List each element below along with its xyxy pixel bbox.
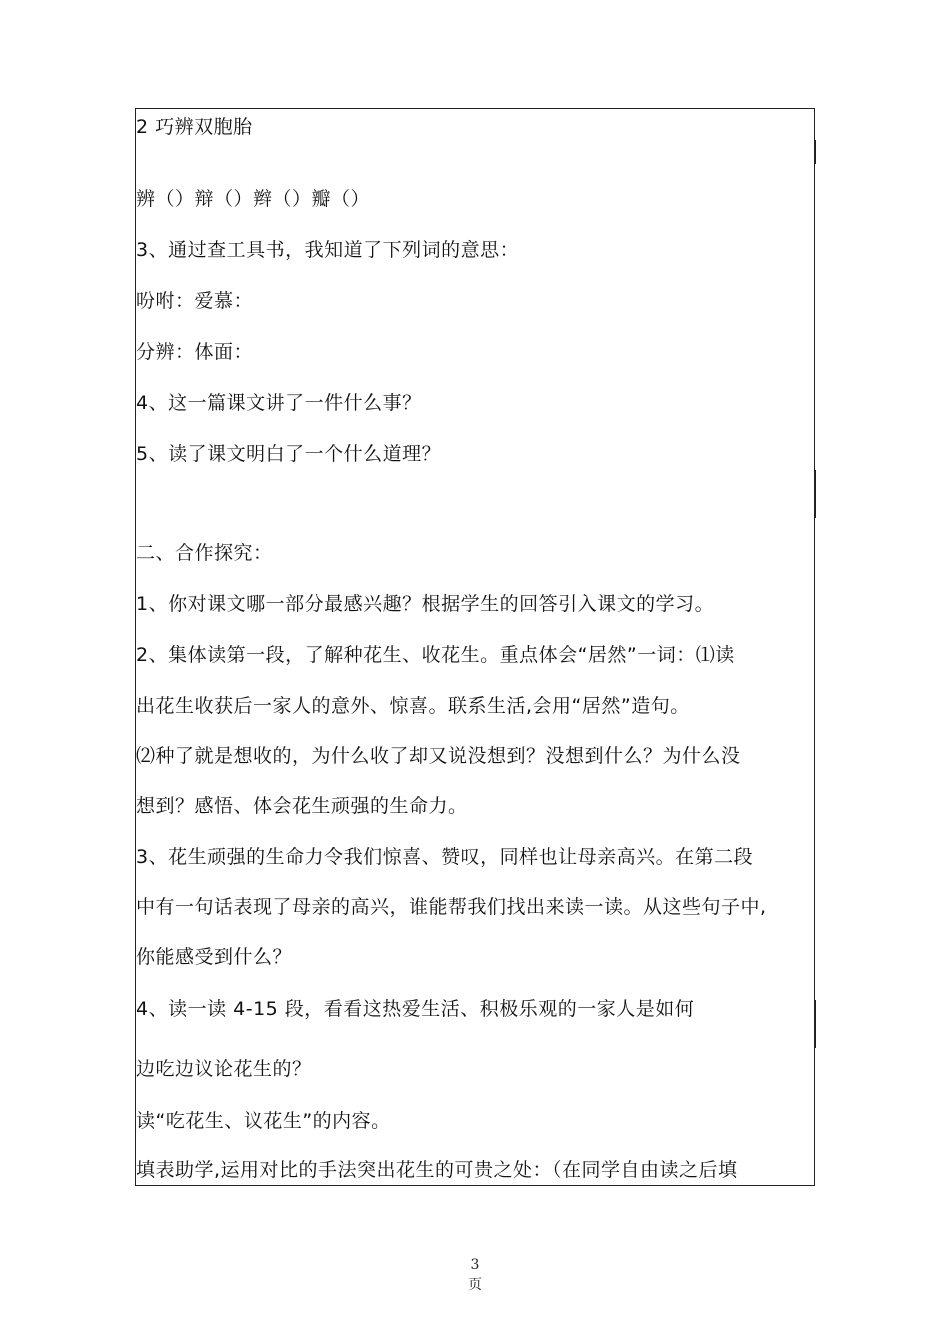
text-line: 你能感受到什么？ [136, 946, 293, 968]
text-line: 读“吃花生、议花生”的内容。 [136, 1110, 391, 1132]
text-line: ⑵种了就是想收的，为什么收了却又说没想到？没想到什么？为什么没 [136, 745, 741, 767]
text-line: 5、读了课文明白了一个什么道理？ [136, 443, 442, 465]
section-heading: 二、合作探究： [136, 542, 273, 564]
table-border-mark [814, 1000, 816, 1048]
text-line: 4、读一读 4-15 段，看看这热爱生活、积极乐观的一家人是如何 [136, 998, 695, 1020]
text-line: 辨（）辩（）辫（）瓣（） [136, 188, 371, 210]
text-line: 边吃边议论花生的？ [136, 1058, 312, 1080]
text-line: 填表助学,运用对比的手法突出花生的可贵之处：（在同学自由读之后填 [136, 1159, 738, 1181]
text-line: 吩咐：爱慕： [136, 290, 254, 312]
page-number: 3 [470, 1257, 480, 1273]
text-line: 1、你对课文哪一部分最感兴趣？根据学生的回答引入课文的学习。 [136, 593, 715, 615]
text-line: 3、花生顽强的生命力令我们惊喜、赞叹，同样也让母亲高兴。在第二段 [136, 846, 754, 868]
text-line: 4、这一篇课文讲了一件什么事？ [136, 392, 422, 414]
text-line: 出花生收获后一家人的意外、惊喜。联系生活,会用“居然”造句。 [136, 695, 690, 717]
text-line: 2 巧辨双胞胎 [136, 116, 253, 138]
table-border-mark [814, 470, 816, 518]
text-line: 2、集体读第一段，了解种花生、收花生。重点体会“居然”一词：⑴读 [136, 644, 735, 666]
text-line: 分辨：体面： [136, 341, 254, 363]
document-table-cell [135, 108, 815, 1186]
table-border-mark [814, 140, 816, 164]
text-line: 3、通过查工具书，我知道了下列词的意思： [136, 239, 520, 261]
text-line: 中有一句话表现了母亲的高兴，谁能帮我们找出来读一读。从这些句子中, [136, 896, 767, 918]
text-line: 想到？感悟、体会花生顽强的生命力。 [136, 795, 468, 817]
page-label: 页 [468, 1277, 482, 1293]
